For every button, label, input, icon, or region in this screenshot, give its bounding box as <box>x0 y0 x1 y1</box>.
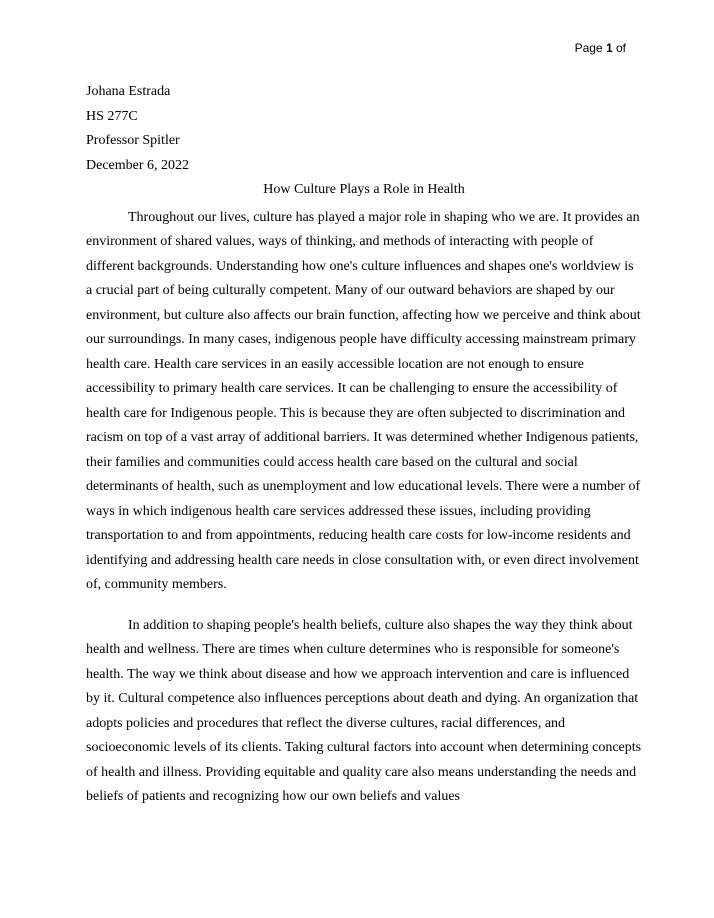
instructor-name: Professor Spitler <box>86 133 180 148</box>
page-of-label: of <box>615 41 626 55</box>
paragraph: Throughout our lives, culture has played a major role in shaping who we are. It provides an environment of shared values, ways of thinking, and methods of interacting with people of different backgrounds. Understanding how one's culture influences and shapes one's worldview is a crucial part of being culturally competent. Many of our outward behaviors are shaped by our environment, but culture also affects our brain function, affecting how we perceive and think about our surroundings. In many cases, indigenous people have difficulty accessing mainstream primary health care. Health care services in an easily accessible location are not enough to ensure accessibility to primary health care services. It can be challenging to ensure the accessibility of health care for Indigenous people. This is because they are often subjected to discrimination and racism on top of a vast array of additional barriers. It was determined whether Indigenous patients, their families and communities could access health care based on the cultural and social determinants of health, such as unemployment and low educational levels. There were a number of ways in which indigenous health care services addressed these issues, including providing transportation to and from appointments, reducing health care costs for low-income residents and identifying and addressing health care needs in close consultation with, or even direct involvement of, community members. <box>86 209 641 592</box>
document-body <box>86 80 642 810</box>
page-number: 1 <box>605 41 613 55</box>
page-header <box>575 38 626 58</box>
paragraph: In addition to shaping people's health beliefs, culture also shapes the way they think about health and wellness. There are times when culture determines who is responsible for someone's health. The way we think about disease and how we approach intervention and care is influenced by it. Cultural competence also influences perceptions about death and dying. An organization that adopts policies and procedures that reflect the diverse cultures, racial differences, and socioeconomic levels of its clients. Taking cultural factors into account when determining concepts of health and illness. Providing equitable and quality care also means understanding the needs and beliefs of patients and recognizing how our own beliefs and values <box>86 617 642 804</box>
course-code: HS 277C <box>86 108 138 124</box>
document-title: How Culture Plays a Role in Health <box>263 182 465 197</box>
author-name: Johana Estrada <box>86 84 171 99</box>
document-date: December 6, 2022 <box>86 157 190 173</box>
page-label: Page <box>574 41 603 55</box>
